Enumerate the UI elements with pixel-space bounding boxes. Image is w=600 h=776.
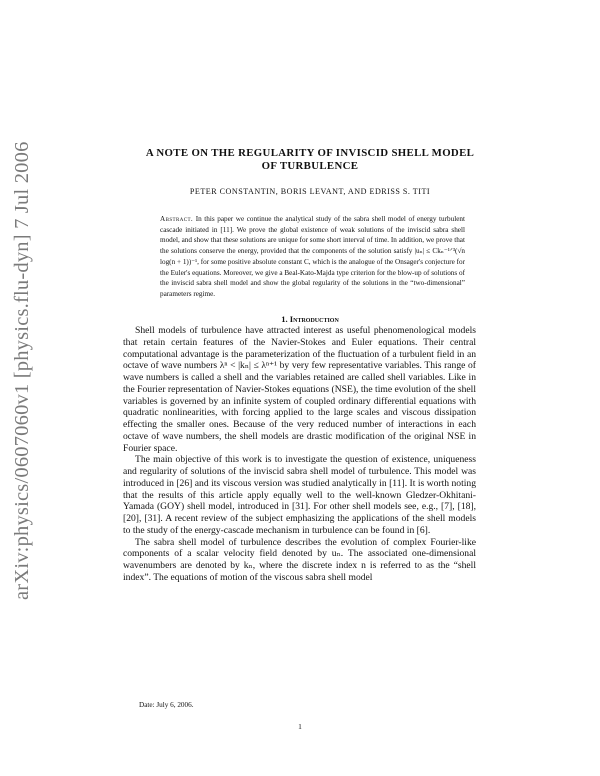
body-text: [123, 325, 476, 584]
title-line-2: OF TURBULENCE: [261, 160, 359, 172]
title-line-1: A NOTE ON THE REGULARITY OF INVISCID SHELL MODEL: [145, 147, 475, 159]
paragraph-1: Shell models of turbulence have attracted interest as useful phenomenological models that retain certain features of the Navier-Stokes and Euler equations. Their central computational advantage is the parameterization of the fluctuation of a turbulent field in an octave of wave numbers λⁿ < |kₙ| ≤ λⁿ⁺¹ by very few representative variables. This range of wave numbers is called a shell and the variables retained are called shell variables. Like in the Fourier representation of Navier-Stokes equations (NSE), the time evolution of the shell variables is governed by an infinite system of coupled ordinary differential equations with quadratic nonlinearities, with forcing applied to the large scales and viscous dissipation effecting the smaller ones. Because of the very reduced number of interactions in each octave of wave numbers, the shell models are drastic modification of the original NSE in Fourier space.: [123, 325, 476, 454]
paper-title: [110, 147, 510, 173]
page-number: 1: [298, 722, 302, 731]
section-title: Introduction: [289, 314, 339, 324]
section-number: 1.: [281, 314, 288, 324]
paragraph-3: The sabra shell model of turbulence describes the evolution of complex Fourier-like components of a scalar velocity field denoted by uₙ. The associated one-dimensional wavenumbers are denoted by kₙ, where the discrete index n is referred to as the “shell index”. The equations of motion of the viscous sabra shell model: [123, 536, 476, 583]
authors: PETER CONSTANTIN, BORIS LEVANT, AND EDRISS S. TITI: [189, 187, 431, 196]
paragraph-2: The main objective of this work is to investigate the question of existence, uniqueness and regularity of solutions of the inviscid sabra shell model of turbulence. This model was introduced in [26] and its viscous version was studied analytically in [11]. It is worth noting that the results of this article apply equally well to the well-known Gledzer-Okhitani-Yamada (GOY) shell model, introduced in [31]. For other shell models see, e.g., [7], [18], [20], [31]. A recent review of the subject emphasizing the applications of the shell models to the study of the energy-cascade mechanism in turbulence can be found in [6].: [123, 454, 476, 536]
arxiv-identifier: arXiv:physics/0607060v1 [physics.flu-dyn] 7 Jul 2006: [11, 141, 33, 600]
section-heading: [110, 314, 510, 324]
date-footnote: Date: July 6, 2006.: [139, 701, 194, 709]
abstract-label: Abstract.: [160, 215, 194, 223]
abstract-text: In this paper we continue the analytical study of the sabra shell model of energy turbulent cascade initiated in [11]. We prove the global existence of weak solutions of the inviscid sabra shell model, and show that these solutions are unique for some short interval of time. In addition, we prove that the solutions conserve the energy, provided that the components of the solution satisfy |uₙ| ≤ Ckₙ⁻¹ᐟ³(√n log(n + 1))⁻¹, for some positive absolute constant C, which is the analogue of the Onsager's conjecture for the Euler's equations. Moreover, we give a Beal-Kato-Majda type criterion for the blow-up of solutions of the inviscid sabra shell model and show the global regularity of the solutions in the “two-dimensional” parameters regime.: [160, 215, 466, 298]
abstract: [160, 214, 465, 300]
